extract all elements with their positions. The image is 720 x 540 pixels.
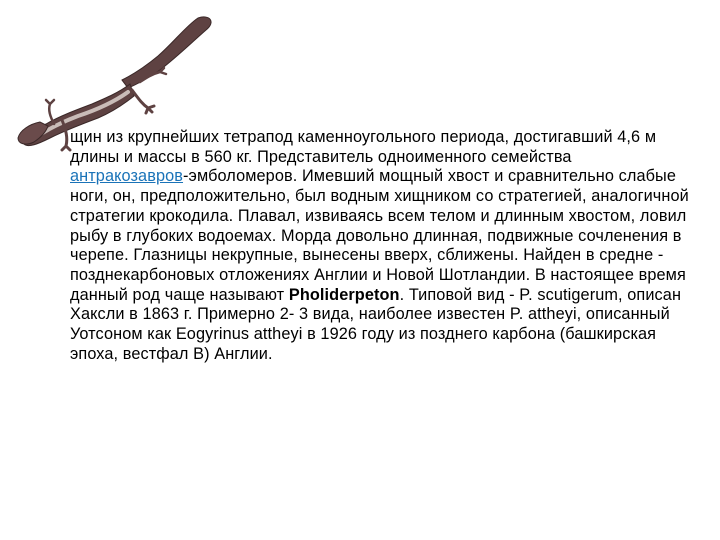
pholiderpeton-name: Pholiderpeton	[288, 285, 400, 304]
description-part-1: щин из крупнейших тетрапод каменноугольного периода, достигавший 4,6 м длины и массы в 560 кг. Представитель одноименного семейства	[70, 128, 657, 166]
eogyrinus-illustration	[10, 12, 220, 152]
anthracosaurs-link[interactable]: антракозавров	[70, 167, 184, 186]
hind-leg	[132, 90, 154, 113]
description-text	[70, 128, 690, 364]
front-leg-2	[46, 100, 54, 124]
tail	[122, 17, 211, 88]
description-part-2: -эмболомеров. Имевший мощный хвост и сравнительно слабые ноги, он, предположительно, был водным хищником со стратегией, аналогичной стратегии крокодила. Плавал, извиваясь всем телом и длинным хвостом, ловил рыбу в глубоких водоемах. Морда довольно длинная, подвижные сочленения в черепе. Глазницы некрупные, вынесены вверх, сближены. Найден в средне - позднекарбоновых отложениях Англии и Новой Шотландии. В настоящее время данный род чаще называют	[70, 167, 689, 304]
description-part-3: . Типовой вид - P. scutigerum, описан Хаксли в 1863 г. Примерно 2- 3 вида, наиболее известен P. attheyi, описанный Уотсоном как Eogyrinus attheyi в 1926 году из позднего карбона (башкирская эпоха, вестфал B) Англии.	[70, 285, 682, 363]
